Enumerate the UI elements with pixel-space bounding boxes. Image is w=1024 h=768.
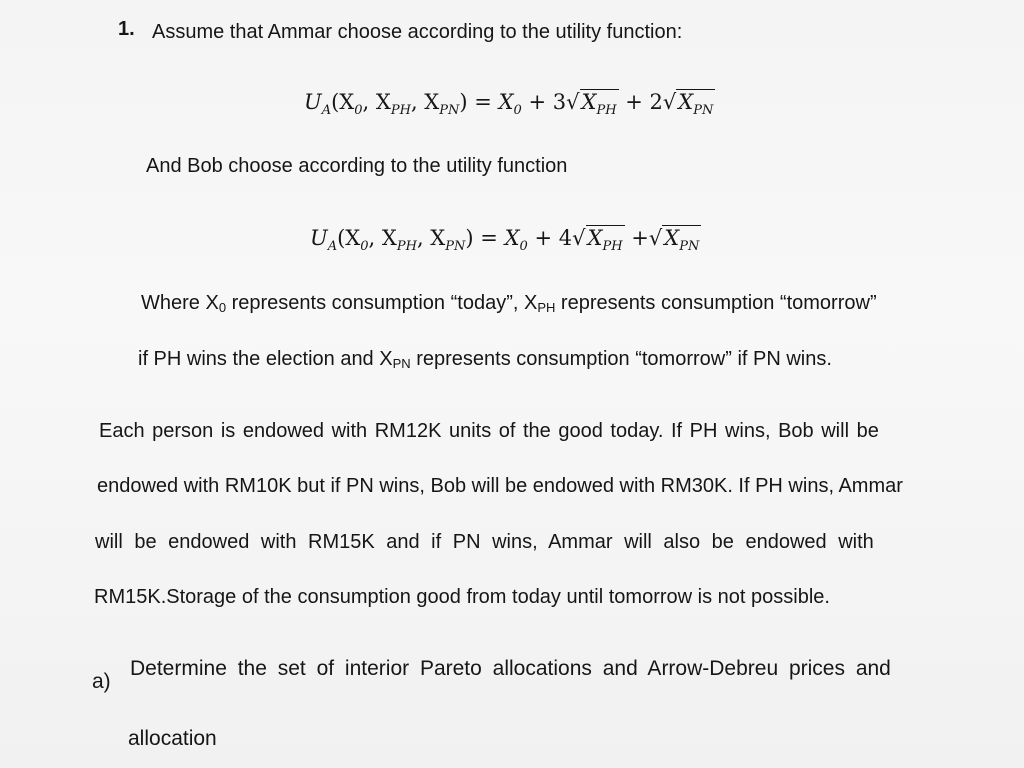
question-number: 1. xyxy=(118,18,135,40)
sqrt-symbol: √ xyxy=(648,226,663,250)
part-a-label: a) xyxy=(92,670,111,693)
question-intro: Assume that Ammar choose according to the utility function: xyxy=(152,21,683,43)
sqrt-symbol: √ xyxy=(662,90,677,114)
part-a-line-2: allocation xyxy=(128,727,217,750)
sqrt-symbol: √ xyxy=(572,226,586,250)
ammar-utility-equation: $U_A(X_0$, $X_{PH}$, $X_{PN}) = X_0 + 3√X_{PH} + 2√X_{PN}$ xyxy=(304,88,715,125)
endowment-line-1: Each person is endowed with RM12K units of the good today. If PH wins, Bob will be xyxy=(99,420,879,442)
endowment-line-4: RM15K.Storage of the consumption good from today until tomorrow is not possible. xyxy=(94,586,830,608)
where-line-1: Where X0 represents consumption “today”, XPH represents consumption “tomorrow” xyxy=(141,292,877,315)
bob-utility-equation: $U_A(X_0$, $X_{PH}$, $X_{PN}) = X_0 + 4√X_{PH} +√X_{PN}$ xyxy=(310,224,701,261)
eq-lhs: U xyxy=(304,90,322,114)
endowment-line-2: endowed with RM10K but if PN wins, Bob will be endowed with RM30K. If PH wins, Ammar xyxy=(97,475,903,497)
sqrt-symbol: √ xyxy=(566,90,580,114)
part-a-line-1: Determine the set of interior Pareto allocations and Arrow-Debreu prices and xyxy=(130,657,891,680)
endowment-line-3: will be endowed with RM15K and if PN wins, Ammar will also be endowed with xyxy=(95,531,874,553)
where-line-2: if PH wins the election and XPN represents consumption “tomorrow” if PN wins. xyxy=(138,348,832,371)
bob-intro: And Bob choose according to the utility function xyxy=(146,155,568,177)
